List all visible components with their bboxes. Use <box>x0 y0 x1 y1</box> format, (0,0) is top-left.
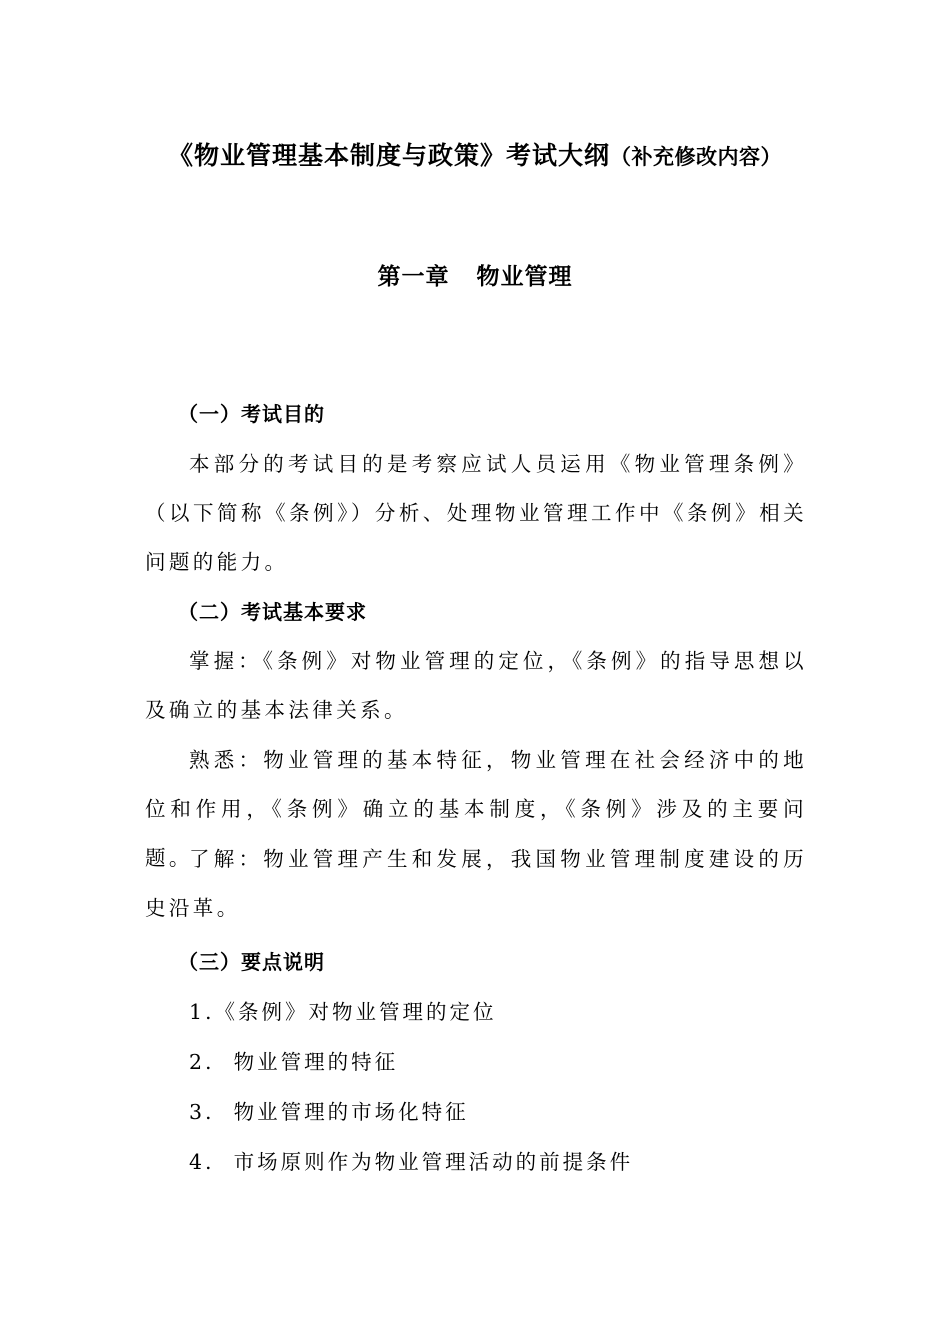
section-heading-basic-requirements: （二）考试基本要求 <box>178 600 367 624</box>
chapter-heading: 第一章 物业管理 <box>377 263 573 290</box>
section-heading-exam-purpose: （一）考试目的 <box>178 402 325 426</box>
section-heading-key-points: （三）要点说明 <box>178 950 325 974</box>
list-item: 3. 物业管理的市场化特征 <box>189 1100 469 1124</box>
paragraph-familiar: 熟悉：物业管理的基本特征，物业管理在社会经济中的地位和作用，《条例》确立的基本制度，《条例》涉及的主要问题。 <box>145 748 807 870</box>
document-title <box>0 136 950 172</box>
paragraph-understand: 了解：物业管理产生和发展，我国物业管理制度建设的历史沿革。 <box>145 847 807 920</box>
document-title-main: 《物业管理基本制度与政策》考试大纲 <box>167 141 610 170</box>
document-title-suffix: （补充修改内容） <box>610 144 782 169</box>
paragraph-master: 掌握：《条例》对物业管理的定位，《条例》的指导思想以及确立的基本法律关系。 <box>145 649 807 722</box>
paragraph-exam-purpose: 本部分的考试目的是考察应试人员运用《物业管理条例》（以下简称《条例》）分析、处理物业管理工作中《条例》相关问题的能力。 <box>145 452 807 574</box>
list-item: 1.《条例》对物业管理的定位 <box>189 1000 497 1024</box>
list-item: 4. 市场原则作为物业管理活动的前提条件 <box>189 1150 634 1174</box>
list-item: 2. 物业管理的特征 <box>189 1050 399 1074</box>
